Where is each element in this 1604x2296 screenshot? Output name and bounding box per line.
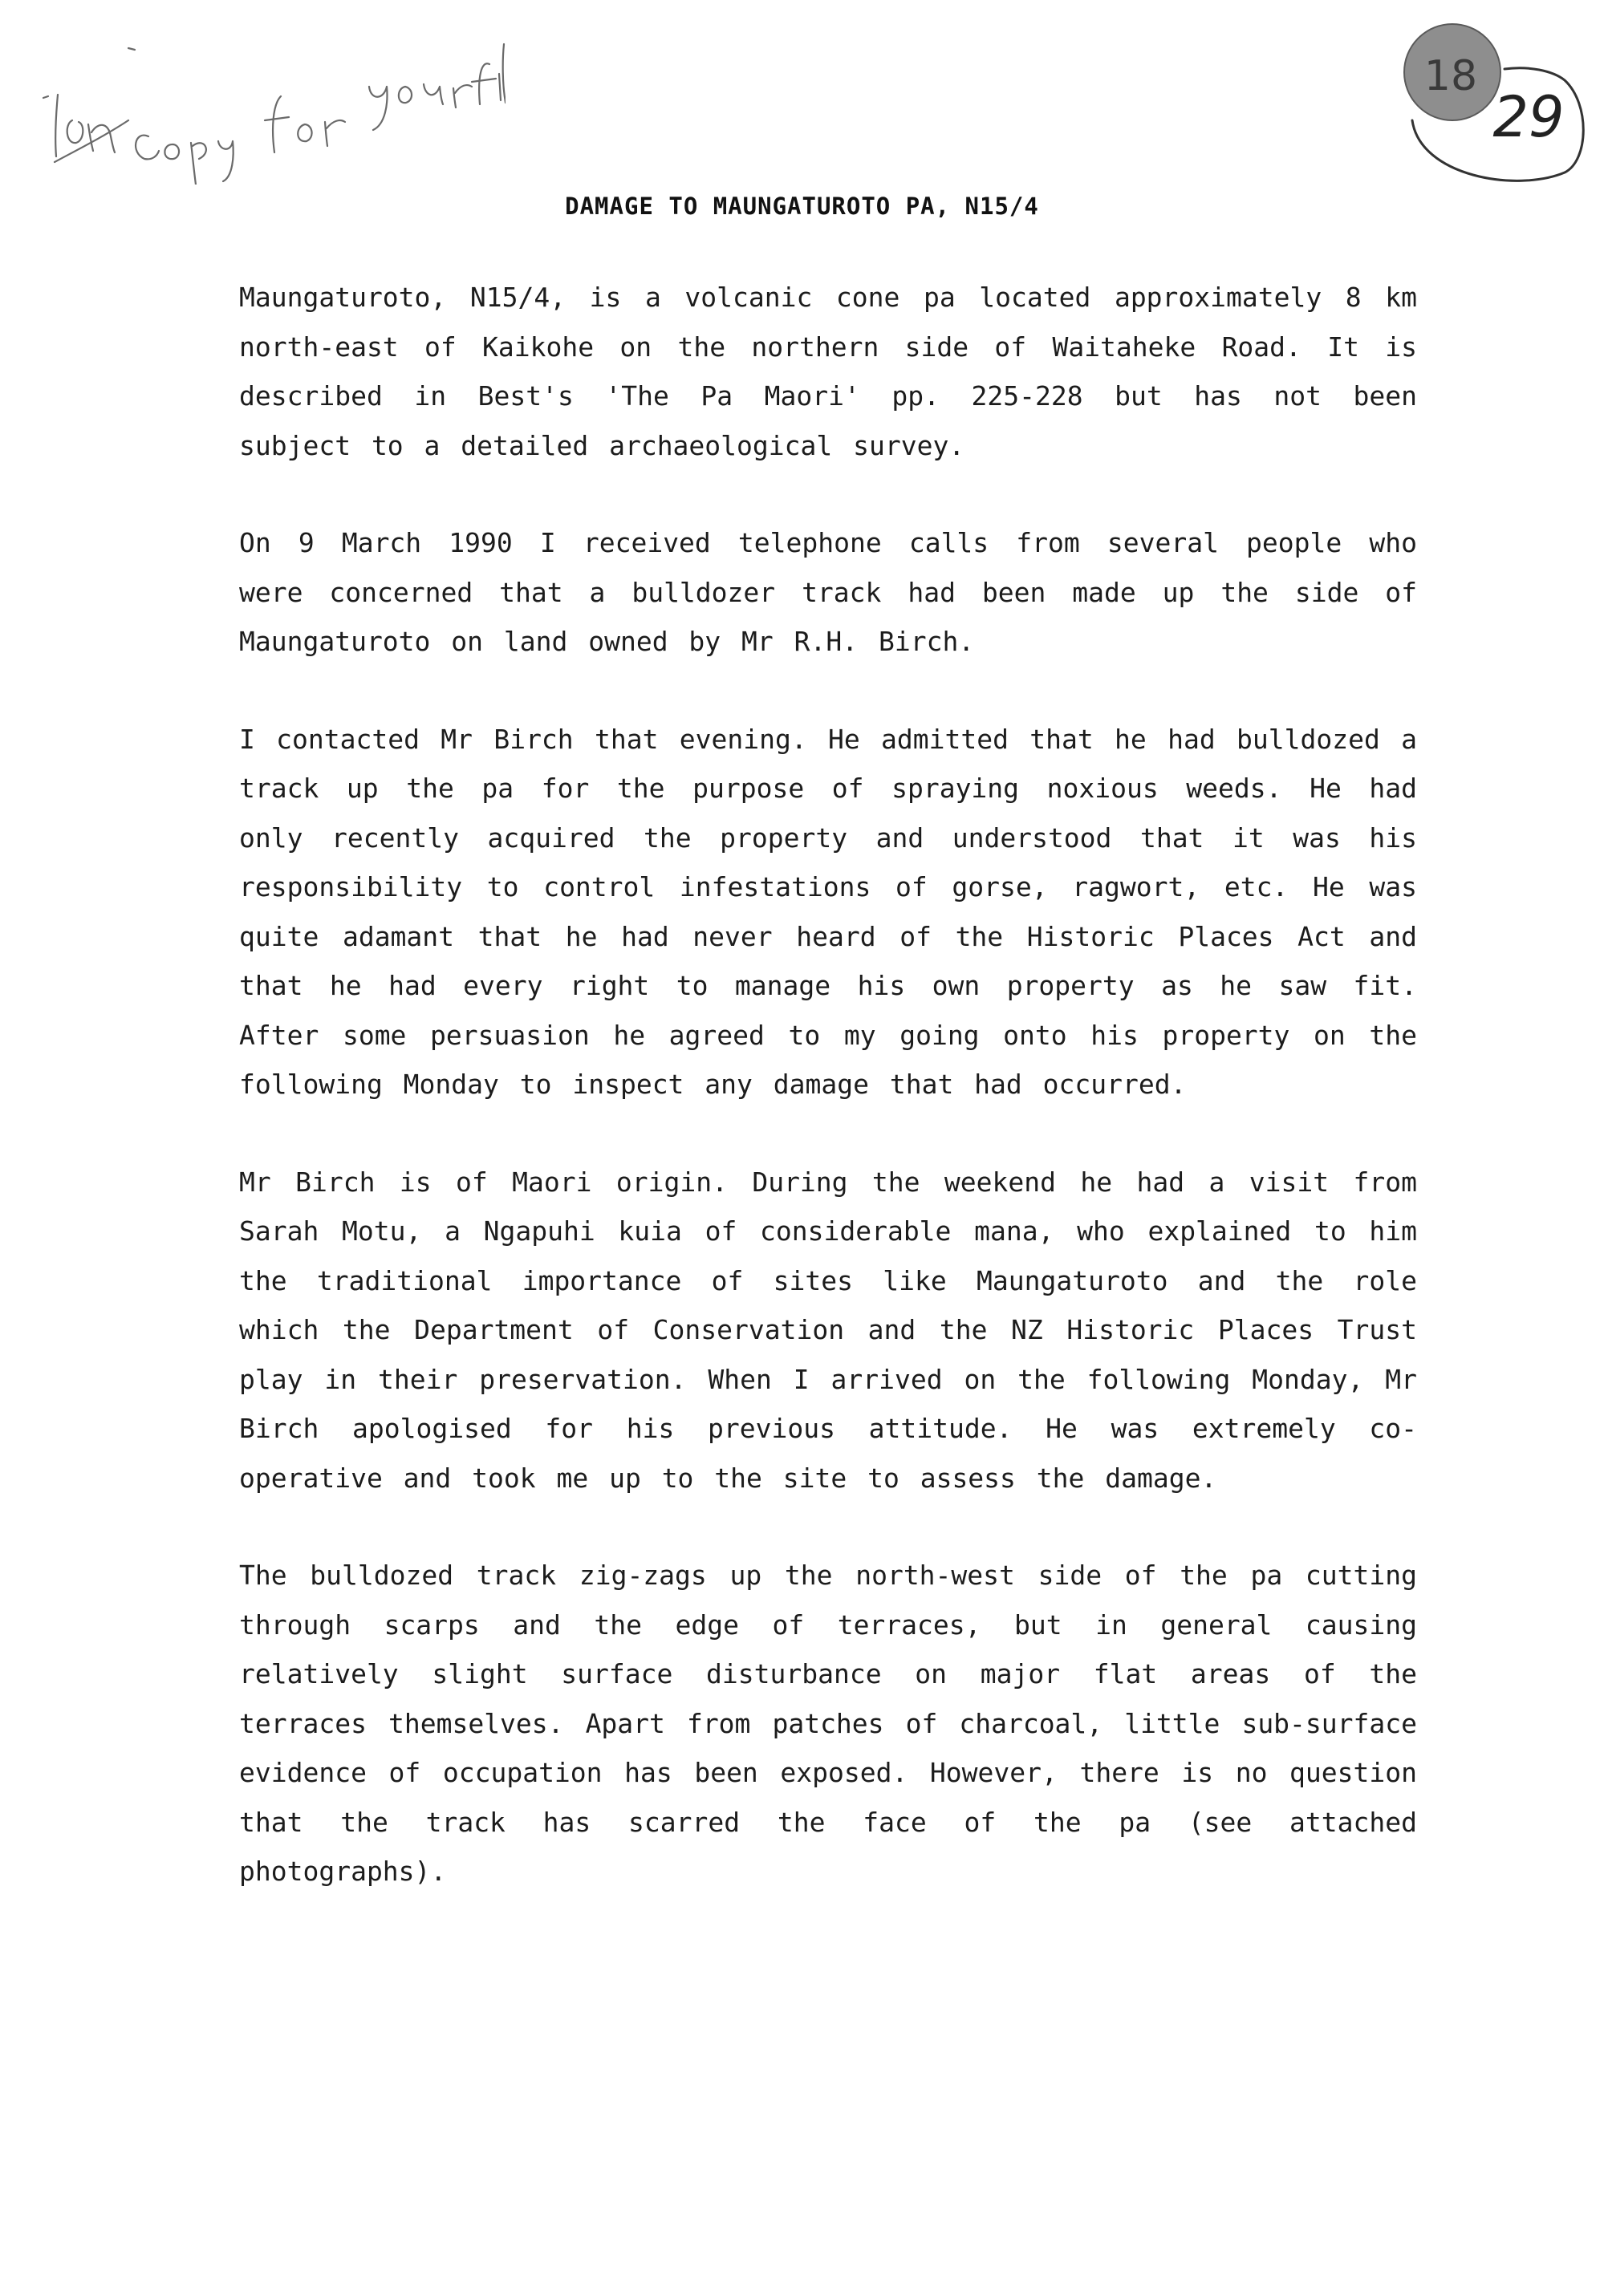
handwritten-annotation bbox=[40, 24, 506, 185]
paragraph: Mr Birch is of Maori origin. During the weekend he had a visit from Sarah Motu, a Ngapuhi kuia of considerable mana, who explained to him the traditional importance of sites like Maungaturoto and the role which the Department of Conservation and the NZ Historic Places Trust play in their preservation. When I arrived on the following Monday, Mr Birch apologised for his previous attitude. He was extremely co-operative and took me up to the site to assess the damage. bbox=[239, 1166, 1417, 1494]
paragraph: On 9 March 1990 I received telephone calls from several people who were concerned that a bulldozer track had been made up the side of Maungaturoto on land owned by Mr R.H. Birch. bbox=[239, 527, 1417, 657]
handwritten-page-number: 29 bbox=[1492, 84, 1565, 150]
paragraph: I contacted Mr Birch that evening. He admitted that he had bulldozed a track up the pa for the purpose of spraying noxious weeds. He had only recently acquired the property and understood that it was his responsibility to control infestations of gorse, ragwort, etc. He was quite adamant that he had never heard of the Historic Places Act and that he had every right to manage his own property as he saw fit. After some persuasion he agreed to my going onto his property on the following Monday to inspect any damage that had occurred. bbox=[239, 723, 1417, 1100]
document-title: DAMAGE TO MAUNGATUROTO PA, N15/4 bbox=[565, 193, 1039, 220]
page-number-stamp bbox=[1364, 16, 1589, 201]
paragraph: The bulldozed track zig-zags up the north-west side of the pa cutting through scarps and the edge of terraces, but in general causing relatively slight surface disturbance on major flat areas of the terraces themselves. Apart from patches of charcoal, little sub-surface evidence of occupation has been exposed. However, there is no question that the track has scarred the face of the pa (see attached photographs). bbox=[239, 1560, 1417, 1887]
stamp-number: 18 bbox=[1423, 52, 1478, 100]
paragraph: Maungaturoto, N15/4, is a volcanic cone pa located approximately 8 km north-east of Kaikohe on the northern side of Waitaheke Road. It is described in Best's 'The Pa Maori' pp. 225-228 but has not been subject to a detailed archaeological survey. bbox=[239, 282, 1417, 461]
document-body bbox=[239, 273, 1417, 1945]
